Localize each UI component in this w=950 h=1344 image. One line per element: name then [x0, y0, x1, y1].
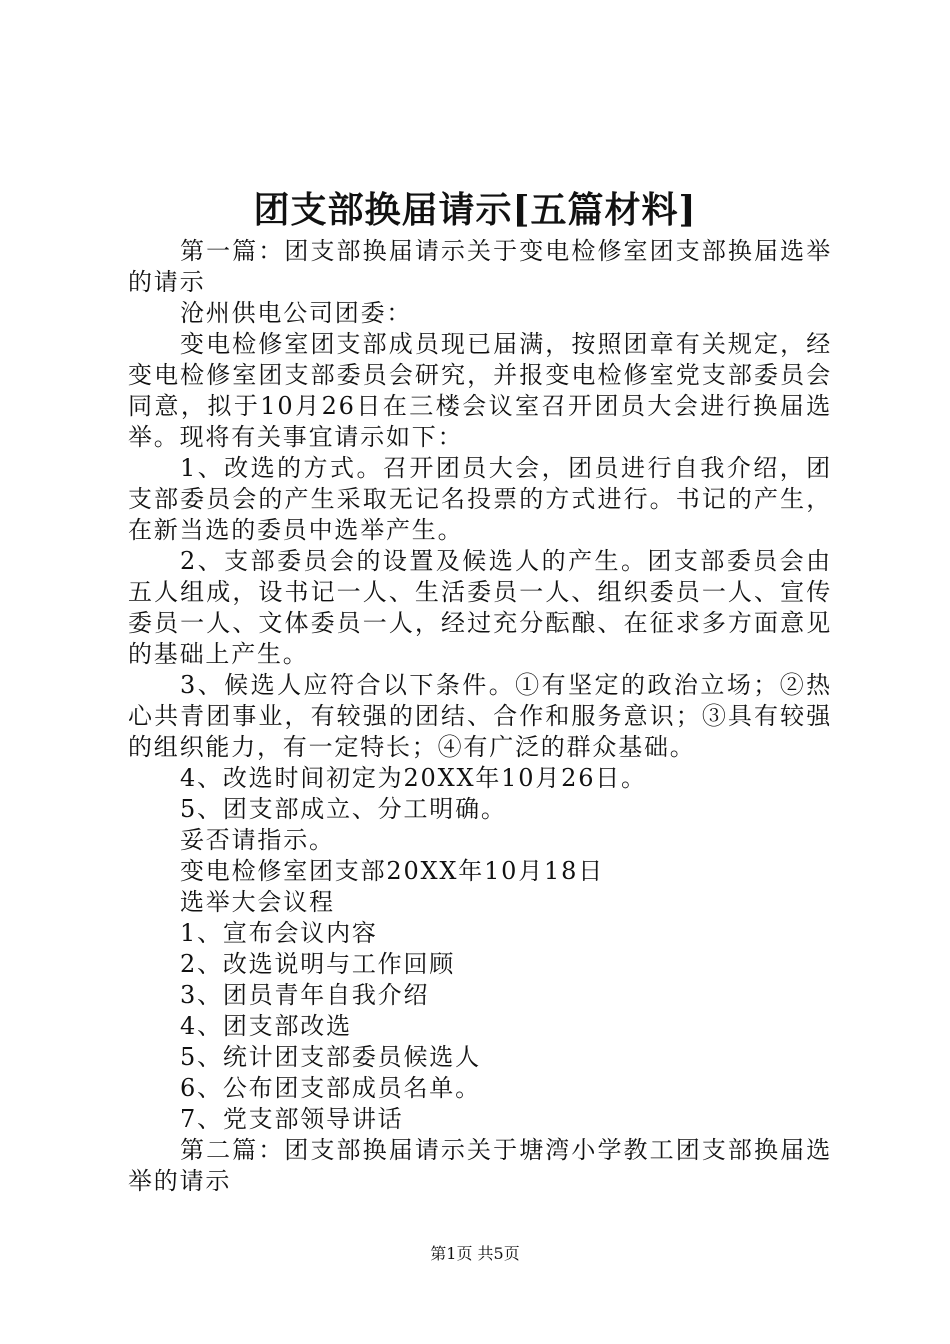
document-body: [128, 236, 832, 1197]
agenda-item: 2、改选说明与工作回顾: [180, 950, 456, 978]
document-title: 团支部换届请示[五篇材料]: [253, 189, 697, 231]
paragraph-request: 妥否请指示。: [180, 826, 335, 854]
page-footer: [0, 1243, 950, 1265]
page-indicator: 第1页 共5页: [430, 1244, 520, 1263]
agenda-item: 5、统计团支部委员候选人: [180, 1043, 481, 1071]
paragraph-item-5: 5、团支部成立、分工明确。: [180, 795, 507, 823]
paragraph-part-one-heading: 第一篇：团支部换届请示关于变电检修室团支部换届选举的请示: [128, 237, 832, 296]
paragraph-item-2: 2、支部委员会的设置及候选人的产生。团支部委员会由五人组成，设书记一人、生活委员一人、组织委员一人、宣传委员一人、文体委员一人，经过充分酝酿、在征求多方面意见的基础上产生。: [128, 547, 832, 668]
paragraph-agenda-heading: 选举大会议程: [180, 888, 335, 916]
paragraph-part-two-heading: 第二篇：团支部换届请示关于塘湾小学教工团支部换届选举的请示: [128, 1136, 832, 1195]
agenda-item: 1、宣布会议内容: [180, 919, 378, 947]
agenda-item: 6、公布团支部成员名单。: [180, 1074, 481, 1102]
agenda-item: 3、团员青年自我介绍: [180, 981, 430, 1009]
paragraph-item-1: 1、改选的方式。召开团员大会，团员进行自我介绍，团支部委员会的产生采取无记名投票的方式进行。书记的产生，在新当选的委员中选举产生。: [128, 454, 832, 544]
paragraph-signature: 变电检修室团支部20XX年10月18日: [180, 857, 604, 885]
agenda-item: 7、党支部领导讲话: [180, 1105, 404, 1133]
paragraph-addressee: 沧州供电公司团委：: [180, 299, 413, 327]
paragraph-item-4: 4、改选时间初定为20XX年10月26日。: [180, 764, 647, 792]
agenda-item: 4、团支部改选: [180, 1012, 352, 1040]
paragraph-introduction: 变电检修室团支部成员现已届满，按照团章有关规定，经变电检修室团支部委员会研究，并报变电检修室党支部委员会同意，拟于10月26日在三楼会议室召开团员大会进行换届选举。现将有关事宜请示如下：: [128, 330, 832, 451]
paragraph-item-3: 3、候选人应符合以下条件。①有坚定的政治立场；②热心共青团事业，有较强的团结、合作和服务意识；③具有较强的组织能力，有一定特长；④有广泛的群众基础。: [128, 671, 832, 761]
